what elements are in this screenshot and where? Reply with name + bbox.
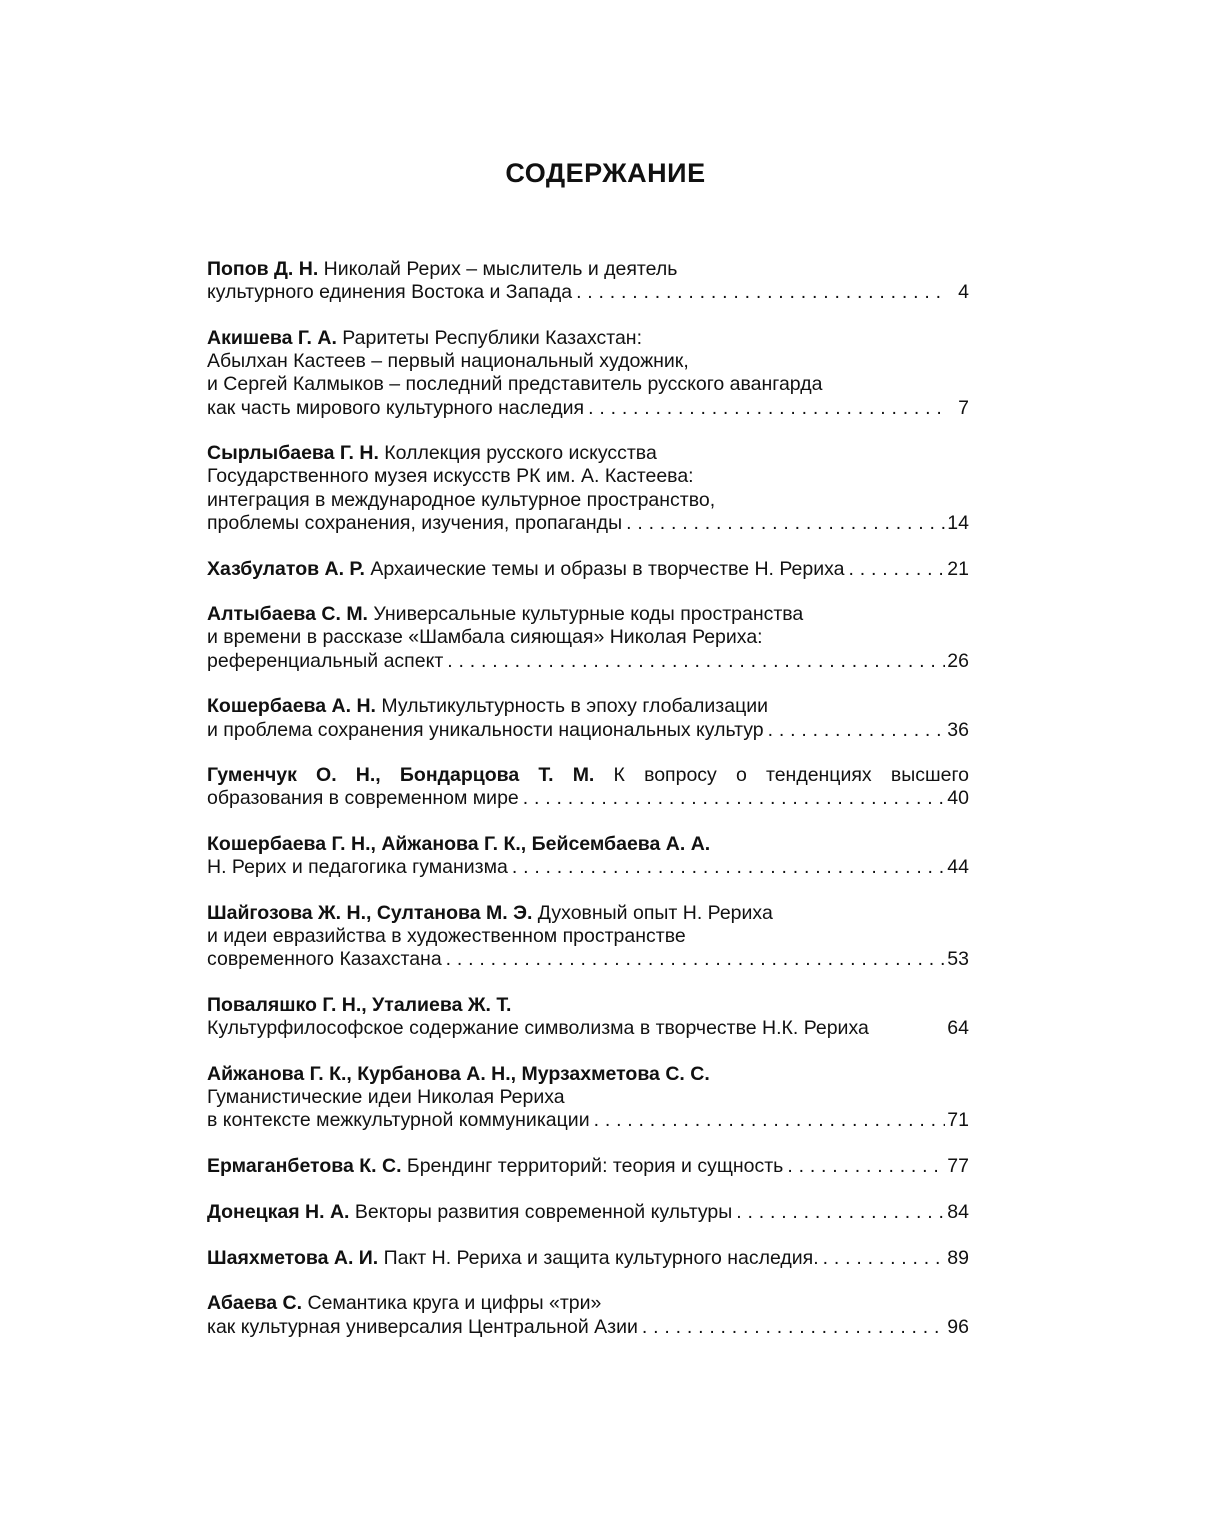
- toc-line: [207, 1155, 969, 1178]
- page-title: СОДЕРЖАНИЕ: [505, 158, 706, 188]
- toc-entry: [207, 1292, 969, 1338]
- toc-author: Шаяхметова А. И.: [207, 1246, 379, 1269]
- toc-author: Хазбулатов А. Р.: [207, 557, 365, 580]
- dot-leader: [626, 512, 945, 535]
- toc-author: Поваляшко Г. Н., Уталиева Ж. Т.: [207, 994, 512, 1017]
- toc-line: [207, 397, 969, 420]
- toc-line-text: и проблема сохранения уникальности национальных культур: [207, 718, 764, 741]
- page-number: 14: [947, 511, 969, 534]
- toc-line: [207, 833, 969, 856]
- toc-line-text: [207, 994, 511, 1017]
- toc-line-text: проблемы сохранения, изучения, пропаганды: [207, 511, 623, 534]
- dot-leader: [736, 1201, 945, 1224]
- toc-line: [207, 558, 969, 581]
- toc-line: [207, 603, 969, 626]
- page-number: 53: [947, 948, 969, 971]
- toc-line: [207, 902, 969, 925]
- toc-line: [207, 512, 969, 535]
- dot-leader: [849, 558, 946, 581]
- toc-line-text: современного Казахстана: [207, 948, 442, 971]
- toc-author: Акишева Г. А.: [207, 326, 337, 349]
- toc-line-text: Государственного музея искусств РК им. А. Кастеева:: [207, 465, 694, 488]
- toc-line-text: и идеи евразийства в художественном пространстве: [207, 925, 686, 948]
- toc-line-text: Алтыбаева С. М. Универсальные культурные коды пространства: [207, 603, 804, 626]
- toc-line-text: Гуменчук О. Н., Бондарцова Т. М. К вопросу о тенденциях высшего: [207, 764, 969, 787]
- toc-author: Гуменчук О. Н., Бондарцова Т. М.: [207, 764, 595, 787]
- toc-line: [207, 258, 969, 281]
- page-number: 89: [947, 1246, 969, 1269]
- toc-line: [207, 1201, 969, 1224]
- toc-line: [207, 994, 969, 1017]
- toc-line: [207, 948, 969, 971]
- page-number: 71: [947, 1109, 969, 1132]
- toc-line: [207, 350, 969, 373]
- toc-line: [207, 1063, 969, 1086]
- toc-line-text: Культурфилософское содержание символизма в творчестве Н.К. Рериха: [207, 1017, 869, 1040]
- toc-author: Донецкая Н. А.: [207, 1200, 350, 1223]
- toc-entry: [207, 258, 969, 304]
- toc-line-text: Абаева С. Семантика круга и цифры «три»: [207, 1292, 602, 1315]
- toc-line: [207, 465, 969, 488]
- dot-leader: [446, 948, 945, 971]
- toc-line: [207, 1086, 969, 1109]
- dot-leader: [576, 281, 945, 304]
- toc-author: Ермаганбетова К. С.: [207, 1155, 402, 1178]
- toc-line-text: Попов Д. Н. Николай Рерих – мыслитель и деятель: [207, 258, 678, 280]
- toc-entry: [207, 1063, 969, 1133]
- toc-line-text: Н. Рерих и педагогика гуманизма: [207, 856, 508, 879]
- toc-line: [207, 327, 969, 350]
- toc-line-text: Донецкая Н. А. Векторы развития современной культуры: [207, 1200, 733, 1223]
- toc-line: [207, 925, 969, 948]
- dot-leader: [787, 1155, 945, 1178]
- page-number: 21: [947, 557, 969, 580]
- toc-author: Сырлыбаева Г. Н.: [207, 442, 379, 465]
- toc-entry: [207, 764, 969, 810]
- toc-line: [207, 281, 969, 304]
- toc-line-text: и времени в рассказе «Шамбала сияющая» Николая Рериха:: [207, 626, 763, 649]
- page-number: 84: [947, 1200, 969, 1223]
- dot-leader: [594, 1109, 945, 1132]
- page-number: 44: [947, 856, 969, 879]
- toc-line-text: Акишева Г. А. Раритеты Республики Казахстан:: [207, 326, 642, 349]
- dot-leader: [768, 719, 945, 742]
- table-of-contents: [207, 258, 969, 1361]
- toc-entry: [207, 558, 969, 581]
- toc-line: [207, 1017, 969, 1040]
- toc-line-text: Кошербаева А. Н. Мультикультурность в эпоху глобализации: [207, 695, 769, 718]
- toc-line: [207, 764, 969, 787]
- toc-line: [207, 856, 969, 879]
- dot-leader: [447, 650, 945, 673]
- page-number: 36: [947, 718, 969, 741]
- toc-line-text: [207, 833, 710, 856]
- dot-leader: [642, 1316, 945, 1339]
- toc-line-text: и Сергей Калмыков – последний представитель русского авангарда: [207, 373, 823, 396]
- toc-line: [207, 787, 969, 810]
- toc-author: Кошербаева Г. Н., Айжанова Г. К., Бейсембаева А. А.: [207, 833, 711, 856]
- toc-line-text: интеграция в международное культурное пространство,: [207, 488, 716, 511]
- toc-line-text: культурного единения Востока и Запада: [207, 281, 573, 304]
- toc-line-text: как культурная универсалия Центральной Азии: [207, 1315, 638, 1338]
- toc-line-text: Шайгозова Ж. Н., Султанова М. Э. Духовный опыт Н. Рериха: [207, 902, 773, 925]
- toc-author: Кошербаева А. Н.: [207, 695, 376, 718]
- toc-entry: [207, 695, 969, 741]
- toc-author: Айжанова Г. К., Курбанова А. Н., Мурзахметова С. С.: [207, 1063, 710, 1086]
- toc-line-text: в контексте межкультурной коммуникации: [207, 1109, 590, 1132]
- toc-author: Алтыбаева С. М.: [207, 603, 368, 626]
- page-number: 26: [947, 649, 969, 672]
- dot-leader: [823, 1247, 945, 1270]
- toc-entry: [207, 327, 969, 420]
- toc-line: [207, 1316, 969, 1339]
- toc-line: [207, 442, 969, 465]
- toc-line-text: Сырлыбаева Г. Н. Коллекция русского искусства: [207, 442, 657, 465]
- toc-line: [207, 1109, 969, 1132]
- toc-line: [207, 489, 969, 512]
- toc-entry: [207, 994, 969, 1040]
- toc-line: [207, 719, 969, 742]
- page-number: 7: [958, 396, 969, 419]
- toc-line-text: Ермаганбетова К. С. Брендинг территорий: теория и сущность: [207, 1155, 784, 1178]
- toc-author: Шайгозова Ж. Н., Султанова М. Э.: [207, 902, 533, 925]
- toc-line: [207, 373, 969, 396]
- toc-line: [207, 1292, 969, 1315]
- page-number: 96: [947, 1315, 969, 1338]
- toc-line: [207, 626, 969, 649]
- page-number: 4: [958, 281, 969, 304]
- toc-entry: [207, 902, 969, 972]
- page-number: 40: [947, 787, 969, 810]
- dot-leader: [523, 787, 945, 810]
- toc-line: [207, 650, 969, 673]
- toc-entry: [207, 1247, 969, 1270]
- toc-line-text: референциальный аспект: [207, 649, 444, 672]
- toc-entry: [207, 603, 969, 673]
- dot-leader: [588, 397, 945, 420]
- page-number: 64: [947, 1017, 969, 1040]
- toc-line-text: образования в современном мире: [207, 787, 519, 810]
- toc-author: Абаева С.: [207, 1292, 303, 1315]
- toc-entry: [207, 833, 969, 879]
- toc-entry: [207, 1155, 969, 1178]
- toc-line-text: Гуманистические идеи Николая Рериха: [207, 1086, 565, 1109]
- toc-author: Попов Д. Н.: [207, 258, 319, 280]
- toc-entry: [207, 442, 969, 535]
- toc-entry: [207, 1201, 969, 1224]
- toc-line: [207, 1247, 969, 1270]
- toc-line-text: Шаяхметова А. И. Пакт Н. Рериха и защита культурного наследия.: [207, 1246, 819, 1269]
- page-number: 77: [947, 1155, 969, 1178]
- toc-line-text: как часть мирового культурного наследия: [207, 396, 585, 419]
- dot-leader: [512, 856, 945, 879]
- toc-line-text: Абылхан Кастеев – первый национальный художник,: [207, 350, 689, 373]
- toc-line: [207, 695, 969, 718]
- toc-line-text: [207, 1063, 710, 1086]
- toc-line-text: Хазбулатов А. Р. Архаические темы и образы в творчестве Н. Рериха: [207, 557, 845, 580]
